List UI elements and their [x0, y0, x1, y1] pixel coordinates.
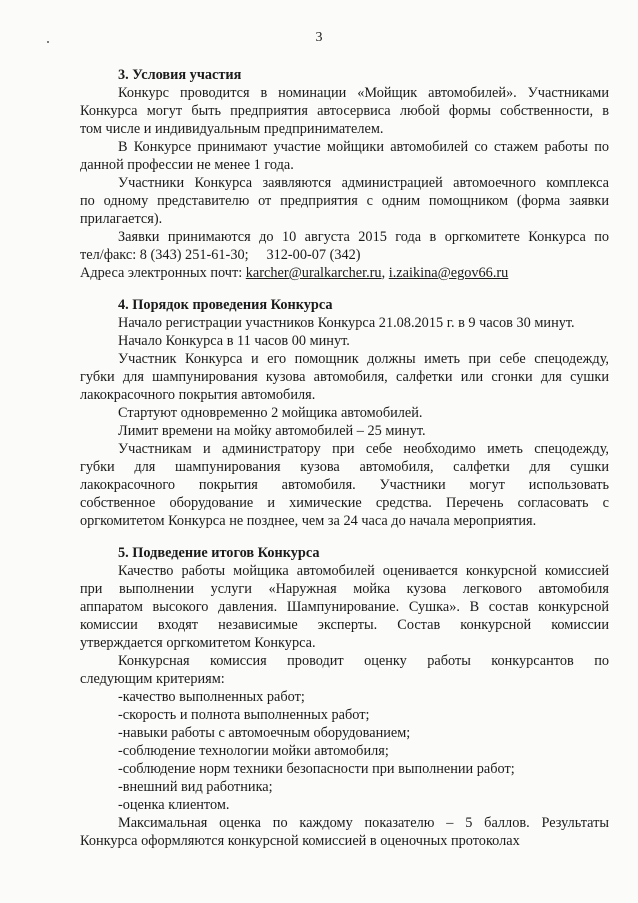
paragraph-line: Участник Конкурса и его помощник должны иметь при себе спецодежду, — [118, 351, 609, 367]
paragraph-line: комиссии входят независимые эксперты. Состав конкурсной комиссии — [80, 617, 609, 633]
email-link-egov[interactable]: i.zaikina@egov66.ru — [388, 265, 509, 281]
paragraph-line: лакокрасочного покрытия автомобиля. — [80, 387, 316, 403]
email-link-karcher[interactable]: karcher@uralkarcher.ru — [245, 265, 382, 281]
paragraph-line: по одному представителю от предприятия с одним помощником (форма заявки — [80, 193, 609, 209]
email-separator: , — [381, 265, 389, 281]
paragraph-line: Конкурса могут быть предприятия автосервиса любой формы собственности, в — [80, 103, 609, 119]
scan-speck — [47, 41, 49, 43]
paragraph-line: Участники Конкурса заявляются администрацией автомоечного комплекса — [118, 175, 609, 191]
paragraph-line: тел/факс: 8 (343) 251-61-30; 312-00-07 (342) — [80, 247, 361, 263]
paragraph-line: собственное оборудование и химические средства. Перечень согласовать с — [80, 495, 609, 511]
section-heading: 5. Подведение итогов Конкурса — [118, 545, 320, 561]
paragraph-line: утверждается оргкомитетом Конкурса. — [80, 635, 316, 651]
paragraph-line: губки для шампунирования кузова автомобиля, салфетки для сушки — [80, 459, 609, 475]
list-item: -соблюдение технологии мойки автомобиля; — [118, 743, 389, 759]
paragraph-line: губки для шампунирования кузова автомобиля, салфетки или сгонки для сушки — [80, 369, 609, 385]
paragraph-line: при выполнении услуги «Наружная мойка кузова легкового автомобиля — [80, 581, 609, 597]
paragraph-line: Стартуют одновременно 2 мойщика автомобилей. — [118, 405, 423, 421]
page-number: 3 — [315, 30, 323, 45]
section-heading: 4. Порядок проведения Конкурса — [118, 297, 333, 313]
paragraph-line: лакокрасочного покрытия автомобиля. Участники могут использовать — [80, 477, 609, 493]
list-item: -внешний вид работника; — [118, 779, 273, 795]
paragraph-line: Лимит времени на мойку автомобилей – 25 минут. — [118, 423, 426, 439]
paragraph-line: Начало регистрации участников Конкурса 21.08.2015 г. в 9 часов 30 минут. — [118, 315, 575, 331]
paragraph-line: прилагается). — [80, 211, 163, 227]
list-item: -скорость и полнота выполненных работ; — [118, 707, 370, 723]
list-item: -оценка клиентом. — [118, 797, 230, 813]
email-label: Адреса электронных почт: — [80, 265, 246, 281]
paragraph-line: Максимальная оценка по каждому показателю – 5 баллов. Результаты — [118, 815, 609, 831]
email-line — [80, 264, 508, 282]
list-item: -навыки работы с автомоечным оборудованием; — [118, 725, 411, 741]
paragraph-line: Конкурс проводится в номинации «Мойщик автомобилей». Участниками — [118, 85, 609, 101]
paragraph-line: Конкурса оформляются конкурсной комиссией в оценочных протоколах — [80, 833, 520, 849]
paragraph-line: следующим критериям: — [80, 671, 225, 687]
paragraph-line: том числе и индивидуальным предпринимателем. — [80, 121, 384, 137]
paragraph-line: Качество работы мойщика автомобилей оценивается конкурсной комиссией — [118, 563, 609, 579]
paragraph-line: Конкурсная комиссия проводит оценку работы конкурсантов по — [118, 653, 609, 669]
list-item: -качество выполненных работ; — [118, 689, 305, 705]
paragraph-line: оргкомитетом Конкурса не позднее, чем за 24 часа до начала мероприятия. — [80, 513, 537, 529]
paragraph-line: данной профессии не менее 1 года. — [80, 157, 294, 173]
paragraph-line: В Конкурсе принимают участие мойщики автомобилей со стажем работы по — [118, 139, 609, 155]
paragraph-line: Участникам и администратору при себе необходимо иметь спецодежду, — [118, 441, 609, 457]
section-heading: 3. Условия участия — [118, 67, 242, 83]
list-item: -соблюдение норм техники безопасности при выполнении работ; — [118, 761, 515, 777]
paragraph-line: Начало Конкурса в 11 часов 00 минут. — [118, 333, 350, 349]
paragraph-line: аппаратом высокого давления. Шампунирование. Сушка». В состав конкурсной — [80, 599, 609, 615]
paragraph-line: Заявки принимаются до 10 августа 2015 года в оргкомитете Конкурса по — [118, 229, 609, 245]
